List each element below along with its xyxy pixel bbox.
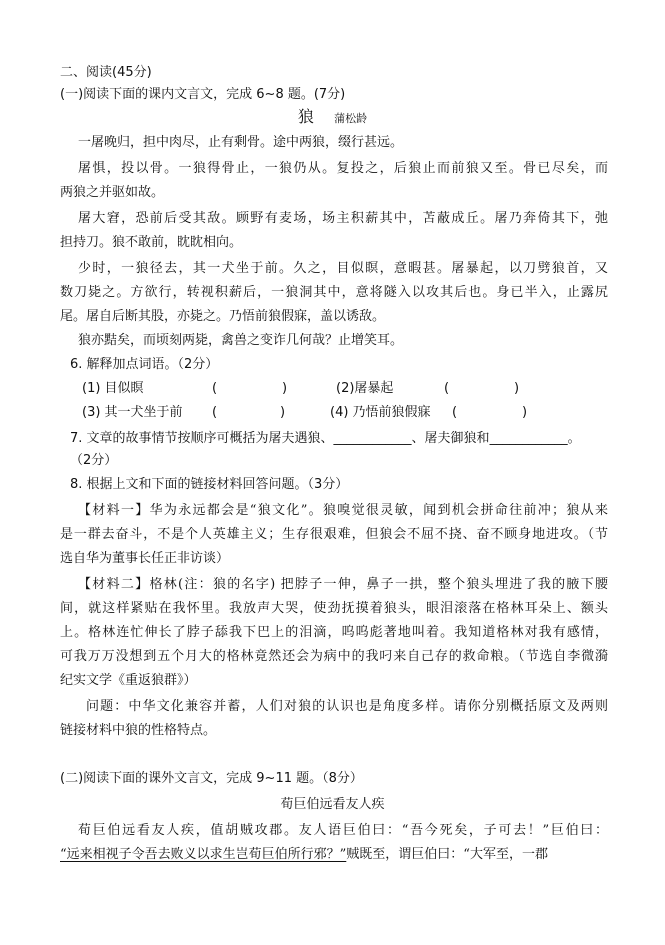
q6-paren-open: ( bbox=[212, 405, 218, 420]
passage-title bbox=[0, 108, 665, 128]
material2-line: 可我万万没想到五个月大的格林竟然还会为病中的我叼来自己存的救命粮。（节选自李微漪 bbox=[60, 649, 608, 664]
q7-score: （2分） bbox=[70, 453, 118, 468]
passage-line: 数刀毙之。方欲行，转视积薪后，一狼洞其中，意将隧入以攻其后也。身已半入，止露尻 bbox=[60, 285, 608, 300]
q6-paren-close: ) bbox=[514, 381, 520, 396]
part2-tail: 贼既至，谓巨伯曰：“大军至，一郡 bbox=[346, 847, 548, 862]
title-text: 狼 bbox=[297, 107, 316, 126]
passage-line: 屠大窘，恐前后受其敌。顾野有麦场，场主积薪其中，苫蔽成丘。屠乃奔倚其下，弛 bbox=[78, 211, 608, 226]
q8-question-line: 链接材料中狼的性格特点。 bbox=[60, 723, 217, 738]
q6-stem: 6. 解释加点词语。（2分） bbox=[70, 357, 219, 372]
part2-title: 荀巨伯远看友人疾 bbox=[280, 797, 385, 812]
q6-paren-open: ( bbox=[452, 405, 458, 420]
q7-part-b: 、屠夫御狼和 bbox=[411, 431, 490, 446]
part1-instruction: (一)阅读下面的课内文言文，完成 6~8 题。(7分) bbox=[60, 87, 346, 102]
q6-item-1: (1) 目似瞑 bbox=[82, 381, 144, 396]
part2-instruction: (二)阅读下面的课外文言文，完成 9~11 题。（8分） bbox=[60, 771, 363, 786]
passage-line: 尾。屠自后断其股，亦毙之。乃悟前狼假寐，盖以诱敌。 bbox=[60, 309, 386, 324]
passage-line: 两狼之并驱如故。 bbox=[60, 185, 165, 200]
q6-paren-close: ) bbox=[522, 405, 528, 420]
material1-line: 是一群去奋斗，不是个人英雄主义；生存很艰难，但狼会不屈不挠、奋不顾身地进攻。（节 bbox=[60, 527, 608, 542]
q6-paren-open: ( bbox=[212, 381, 218, 396]
material1-line: 【材料一】华为永远都会是“狼文化”。狼嗅觉很灵敏，闻到机会拼命往前冲；狼从来 bbox=[78, 503, 608, 518]
passage-line: 少时，一狼径去，其一犬坐于前。久之，目似瞑，意暇甚。屠暴起，以刀劈狼首，又 bbox=[78, 261, 608, 276]
q6-item-3: (3) 其一犬坐于前 bbox=[82, 405, 183, 420]
q7-end: 。 bbox=[567, 431, 581, 446]
underlined-sentence: “远来相视子令吾去败义以求生岂荀巨伯所行邪？” bbox=[60, 847, 347, 862]
material2-line: 间，就这样紧贴在我怀里。我放声大哭，使劲抚摸着狼头，眼泪滚落在格林耳朵上、额头 bbox=[60, 601, 608, 616]
q8-question-line: 问题：中华文化兼容并蓄，人们对狼的认识也是角度多样。请你分别概括原文及两则 bbox=[86, 699, 608, 714]
q7-part-a: 7. 文章的故事情节按顺序可概括为屠夫遇狼、 bbox=[70, 431, 334, 446]
material2-line: 【材料二】格林(注：狼的名字) 把脖子一伸，鼻子一拱，整个狼头埋进了我的腋下腰 bbox=[78, 577, 608, 592]
material1-line: 选自华为董事长任正非访谈） bbox=[60, 551, 230, 566]
q8-stem: 8. 根据上文和下面的链接材料回答问题。（3分） bbox=[70, 477, 349, 492]
author-name: 蒲松龄 bbox=[334, 112, 368, 125]
part2-line-2 bbox=[60, 846, 620, 864]
q7-blank-1[interactable]: ____________ bbox=[333, 431, 412, 446]
material2-line: 纪实文学《重返狼群》） bbox=[60, 673, 197, 688]
q6-paren-close: ) bbox=[280, 405, 286, 420]
part2-line: 荀巨伯远看友人疾，值胡贼攻郡。友人语巨伯曰：“吾今死矣，子可去！”巨伯曰： bbox=[78, 823, 608, 838]
passage-line: 屠惧，投以骨。一狼得骨止，一狼仍从。复投之，后狼止而前狼又至。骨已尽矣，而 bbox=[78, 161, 608, 176]
passage-line: 狼亦黠矣，而顷刻两毙，禽兽之变诈几何哉？止增笑耳。 bbox=[78, 333, 404, 348]
q7-blank-2[interactable]: ____________ bbox=[489, 431, 568, 446]
material2-line: 上。格林连忙伸长了脖子舔我下巴上的泪滴，呜呜彪著地叫着。我知道格林对我有感情， bbox=[60, 625, 608, 640]
q6-paren-open: ( bbox=[444, 381, 450, 396]
q6-item-4: (4) 乃悟前狼假寐 bbox=[330, 405, 431, 420]
q6-item-2: (2)屠暴起 bbox=[336, 381, 394, 396]
passage-line: 一屠晚归，担中肉尽，止有剩骨。途中两狼，缀行甚远。 bbox=[78, 135, 404, 150]
passage-line: 担持刀。狼不敢前，眈眈相向。 bbox=[60, 235, 243, 250]
section-heading: 二、阅读(45分) bbox=[60, 65, 152, 80]
q6-paren-close: ) bbox=[282, 381, 288, 396]
q7-line bbox=[70, 430, 650, 448]
